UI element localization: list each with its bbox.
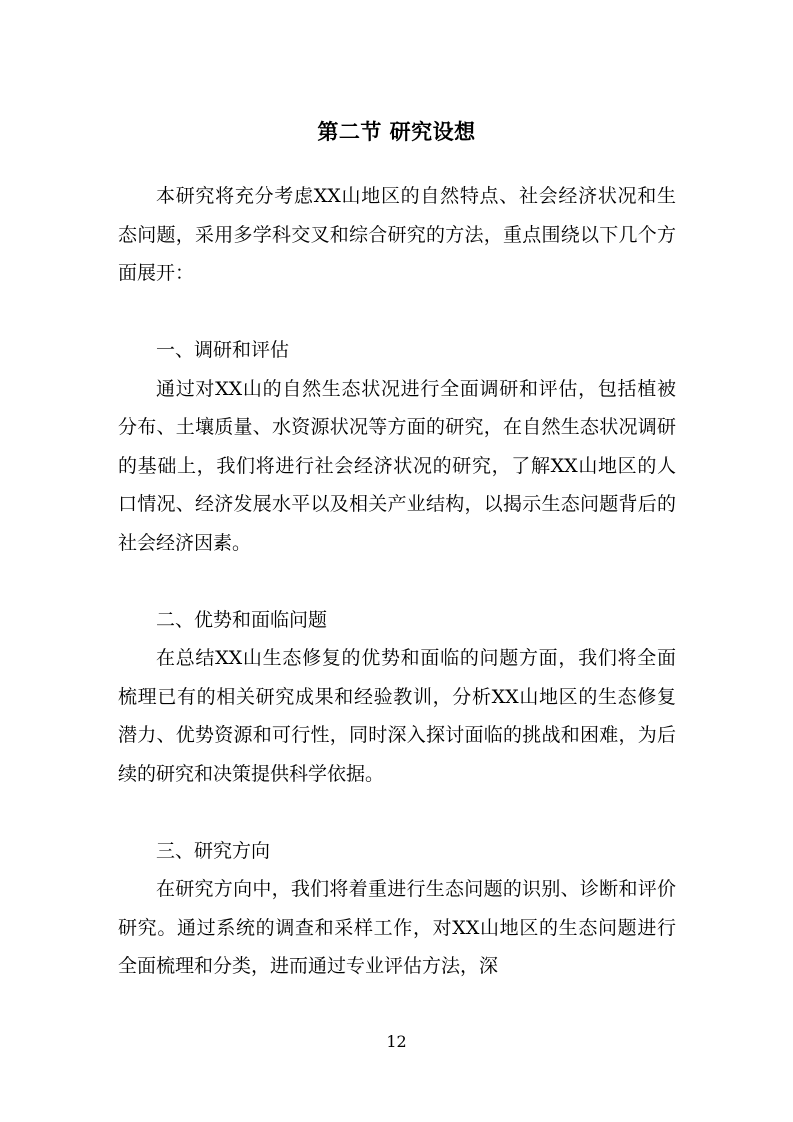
paragraph-gap [118, 562, 676, 601]
page-number: 12 [386, 1032, 407, 1051]
section-heading-3: 三、研究方向 [156, 839, 271, 862]
document-body [118, 177, 676, 986]
section-title: 第二节 研究设想 [317, 120, 476, 145]
section-body-2: 在总结XX山生态修复的优势和面临的问题方面，我们将全面梳理已有的相关研究成果和经验教训，分析XX山地区的生态修复潜力、优势资源和可行性，同时深入探讨面临的挑战和困难，为后续的研究和决策提供科学依据。 [118, 647, 676, 785]
section-heading-1: 一、调研和评估 [156, 339, 290, 361]
section-body-1: 通过对XX山的自然生态状况进行全面调研和评估，包括植被分布、土壤质量、水资源状况等方面的研究，在自然生态状况调研的基础上，我们将进行社会经济状况的研究，了解XX山地区的人口情况、经济发展水平以及相关产业结构，以揭示生态问题背后的社会经济因素。 [118, 377, 676, 554]
paragraph-gap [118, 793, 676, 832]
paragraph-gap [118, 293, 676, 332]
section-body-3: 在研究方向中，我们将着重进行生态问题的识别、诊断和评价研究。通过系统的调查和采样工作，对XX山地区的生态问题进行全面梳理和分类，进而通过专业评估方法，深 [118, 878, 676, 977]
section-heading-2: 二、优势和面临问题 [156, 608, 328, 631]
intro-paragraph: 本研究将充分考虑XX山地区的自然特点、社会经济状况和生态问题，采用多学科交叉和综合研究的方法，重点围绕以下几个方面展开： [118, 185, 676, 284]
